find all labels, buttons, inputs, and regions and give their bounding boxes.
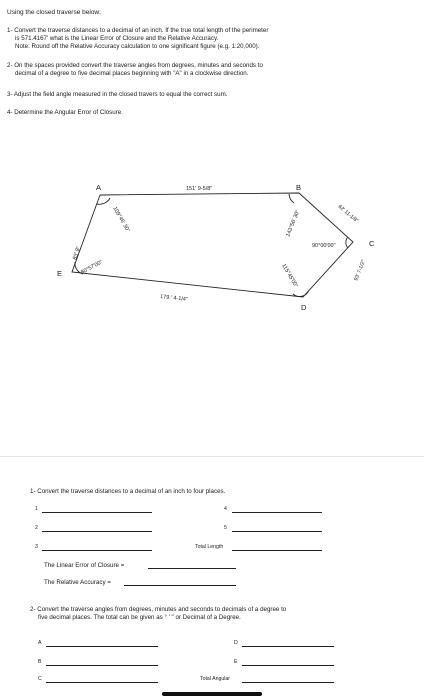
relative-accuracy-answer-line[interactable] <box>124 585 236 586</box>
distance-2-answer-line[interactable] <box>42 531 152 532</box>
distance-bc: 62' 11-1/8" <box>336 203 360 225</box>
distance-number-4: 4 <box>224 506 227 512</box>
point-label-d: D <box>301 303 307 312</box>
distance-cd: 93' 7-1/2" <box>353 259 368 282</box>
section-divider <box>0 456 424 457</box>
distance-5-answer-line[interactable] <box>232 531 322 532</box>
angle-label-b: B <box>38 659 42 665</box>
section-2-title-line-2: five decimal places. The total can be given as ° ' " or Decimal of a Degree. <box>38 614 241 621</box>
angle-arc-b <box>289 194 294 203</box>
angle-e-answer-line[interactable] <box>242 665 334 666</box>
section-2-title <box>30 606 420 622</box>
point-label-e: E <box>57 269 63 278</box>
angle-c: 90°00'00" <box>312 243 336 249</box>
distance-1-answer-line[interactable] <box>42 512 152 513</box>
distance-de: 179.' 4-1/4" <box>159 294 189 303</box>
intro-text: Using the closed traverse below: <box>7 9 101 16</box>
angle-c-answer-line[interactable] <box>46 682 158 683</box>
home-indicator-bar[interactable] <box>162 692 262 696</box>
angle-a-answer-line[interactable] <box>46 646 158 647</box>
angle-b-answer-line[interactable] <box>46 665 158 666</box>
angle-d-answer-line[interactable] <box>242 646 334 647</box>
instruction-note: Note: Round off the Relative Accuracy calculation to one significant figure (e.g. 1:20,000). <box>15 43 260 50</box>
distance-3-answer-line[interactable] <box>42 550 152 551</box>
angle-a: 109°46' 30" <box>111 206 131 234</box>
instruction-1-line-1: 1- Convert the traverse distances to a decimal of an inch. If the true total length of the perimeter <box>7 27 269 34</box>
angle-label-d: D <box>234 640 238 646</box>
instruction-1 <box>7 27 417 51</box>
distance-ea: 83' 8" <box>72 245 83 261</box>
angle-label-e: E <box>234 659 238 665</box>
distance-number-5: 5 <box>224 525 227 531</box>
linear-error-label: The Linear Error of Closure = <box>44 562 125 569</box>
instruction-2 <box>7 62 417 78</box>
angle-arc-d <box>293 290 309 297</box>
angle-label-a: A <box>38 640 42 646</box>
section-2-title-line-1: 2- Convert the traverse angles from degrees, minutes and seconds to decimals of a degree to <box>30 606 287 613</box>
angle-label-c: C <box>38 676 42 682</box>
traverse-diagram <box>0 170 424 340</box>
total-angular-label: Total Angular <box>200 676 230 682</box>
instruction-1-line-2: is 571.4167' what is the Linear Error of Closure and the Relative Accuracy. <box>15 35 219 42</box>
point-label-a: A <box>96 183 102 192</box>
angle-e: 80°57'00" <box>80 259 104 276</box>
section-1-title: 1- Convert the traverse distances to a decimal of an inch to four places. <box>30 488 226 495</box>
point-label-c: C <box>369 239 375 248</box>
instruction-3: 3- Adjust the field angle measured in the closed travers to equal the correct sum. <box>7 91 228 98</box>
relative-accuracy-label: The Relative Accuracy = <box>44 579 111 586</box>
point-label-b: B <box>296 183 302 192</box>
angle-d: 115°45'00" <box>280 263 299 289</box>
total-length-label: Total Length <box>195 544 224 550</box>
distance-number-1: 1 <box>35 506 38 512</box>
instruction-2-line-2: decimal of a degree to five decimal places beginning with "A" in a clockwise direction. <box>15 70 249 77</box>
distance-ab: 151' 9-5/8" <box>186 186 213 192</box>
total-angular-answer-line[interactable] <box>242 682 334 683</box>
angle-arc-c <box>346 237 348 248</box>
instruction-2-line-1: 2- On the spaces provided convert the traverse angles from degrees, minutes and seconds to <box>7 62 263 69</box>
total-length-answer-line[interactable] <box>232 550 322 551</box>
linear-error-answer-line[interactable] <box>148 568 236 569</box>
distance-4-answer-line[interactable] <box>232 512 322 513</box>
distance-number-2: 2 <box>35 525 38 531</box>
distance-number-3: 3 <box>35 544 38 550</box>
instruction-4: 4- Determine the Angular Error of Closure. <box>7 109 123 116</box>
angle-b: 143°56' 30" <box>285 209 302 238</box>
